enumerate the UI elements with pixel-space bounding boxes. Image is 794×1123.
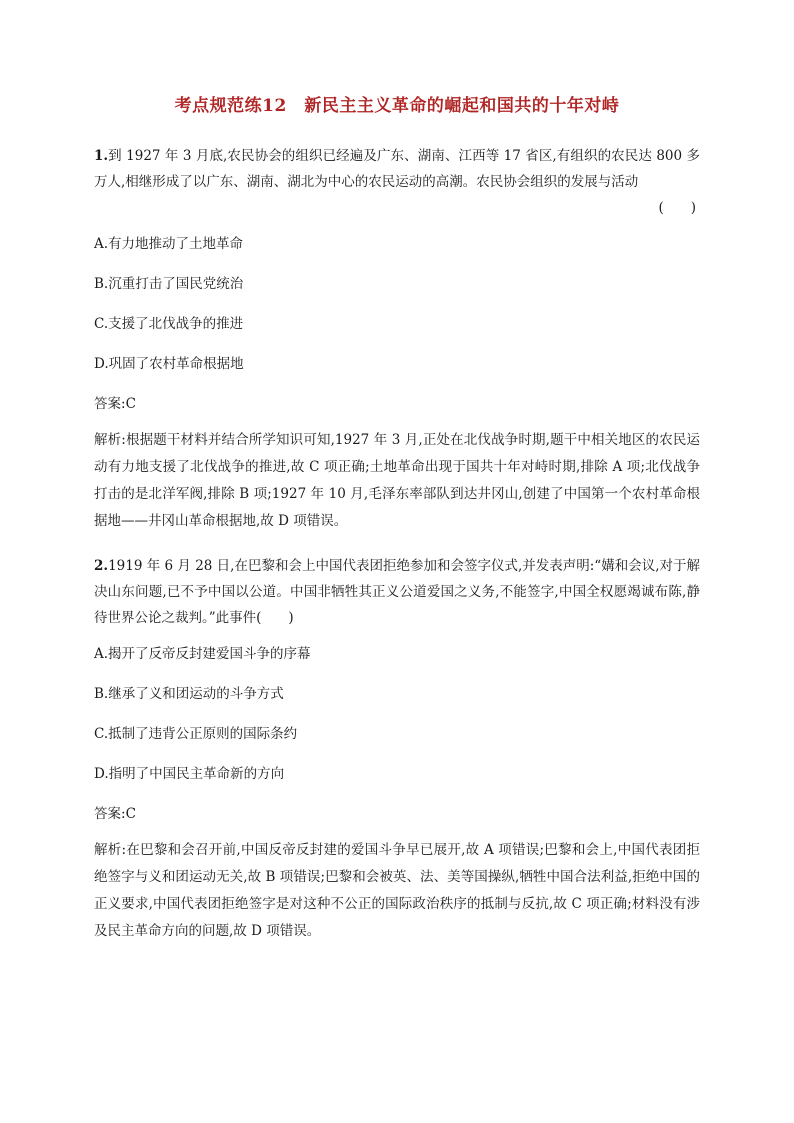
page-title: 考点规范练12 新民主主义革命的崛起和国共的十年对峙 <box>174 96 620 116</box>
analysis-paragraph <box>94 427 700 535</box>
question-2 <box>94 553 700 945</box>
answer-value: C <box>125 396 136 412</box>
answer-label: 答案: <box>94 396 126 412</box>
question-1 <box>94 143 700 535</box>
analysis-text: 在巴黎和会召开前,中国反帝反封建的爱国斗争早已展开,故 A 项错误;巴黎和会上,中国代表团拒绝签字与义和团运动无关,故 B 项错误;巴黎和会被英、法、美等国操纵,牺牲中国合法利益,拒绝中国的正义要求,中国代表团拒绝签字是对这种不公正的国际政治秩序的抵制与反抗,故 C 项正确;材料没有涉及民主革命方向的问题,故 D 项错误。 <box>94 842 700 939</box>
answer-value: C <box>125 806 136 822</box>
answer-line <box>94 801 700 827</box>
option-list <box>94 231 700 377</box>
analysis-label: 解析: <box>94 432 126 448</box>
analysis-text: 根据题干材料并结合所学知识可知,1927 年 3 月,正处在北伐战争时期,题干中相关地区的农民运动有力地支援了北伐战争的推进,故 C 项正确;土地革命出现于国共十年对峙时期,排除 A 项;北伐战争打击的是北洋军阀,排除 B 项;1927 年 10 月,毛泽东率部队到达井冈山,创建了中国第一个农村革命根据地——井冈山革命根据地,故 D 项错误。 <box>94 432 700 529</box>
option-b: B.继承了义和团运动的斗争方式 <box>94 686 284 702</box>
option-b: B.沉重打击了国民党统治 <box>94 276 244 292</box>
question-text: 1919 年 6 月 28 日,在巴黎和会上中国代表团拒绝参加和会签字仪式,并发表声明:“媾和会议,对于解决山东问题,已不予中国以公道。中国非牺牲其正义公道爱国之义务,不能签字,中国全权愿竭诚布陈,静待世界公论之裁判。”此事件( ) <box>94 558 700 626</box>
analysis-paragraph <box>94 837 700 945</box>
option-a: A.揭开了反帝反封建爱国斗争的序幕 <box>94 646 311 662</box>
option-d: D.巩固了农村革命根据地 <box>94 356 244 372</box>
answer-line <box>94 391 700 417</box>
option-d: D.指明了中国民主革命新的方向 <box>94 766 285 782</box>
option-a: A.有力地推动了土地革命 <box>94 236 244 252</box>
question-number: 1. <box>94 148 109 164</box>
answer-parenthesis: ( ) <box>658 200 696 216</box>
question-number: 2. <box>94 558 109 574</box>
question-stem <box>94 553 700 631</box>
analysis-label: 解析: <box>94 842 127 858</box>
option-c: C.支援了北伐战争的推进 <box>94 316 244 332</box>
question-text: 到 1927 年 3 月底,农民协会的组织已经遍及广东、湖南、江西等 17 省区,有组织的农民达 800 多万人,相继形成了以广东、湖南、湖北为中心的农民运动的高潮。农民协会组织的发展与活动 <box>94 148 700 190</box>
question-list <box>94 143 700 963</box>
answer-label: 答案: <box>94 806 126 822</box>
option-list <box>94 641 700 787</box>
question-stem <box>94 143 700 195</box>
option-c: C.抵制了违背公正原则的国际条约 <box>94 726 298 742</box>
